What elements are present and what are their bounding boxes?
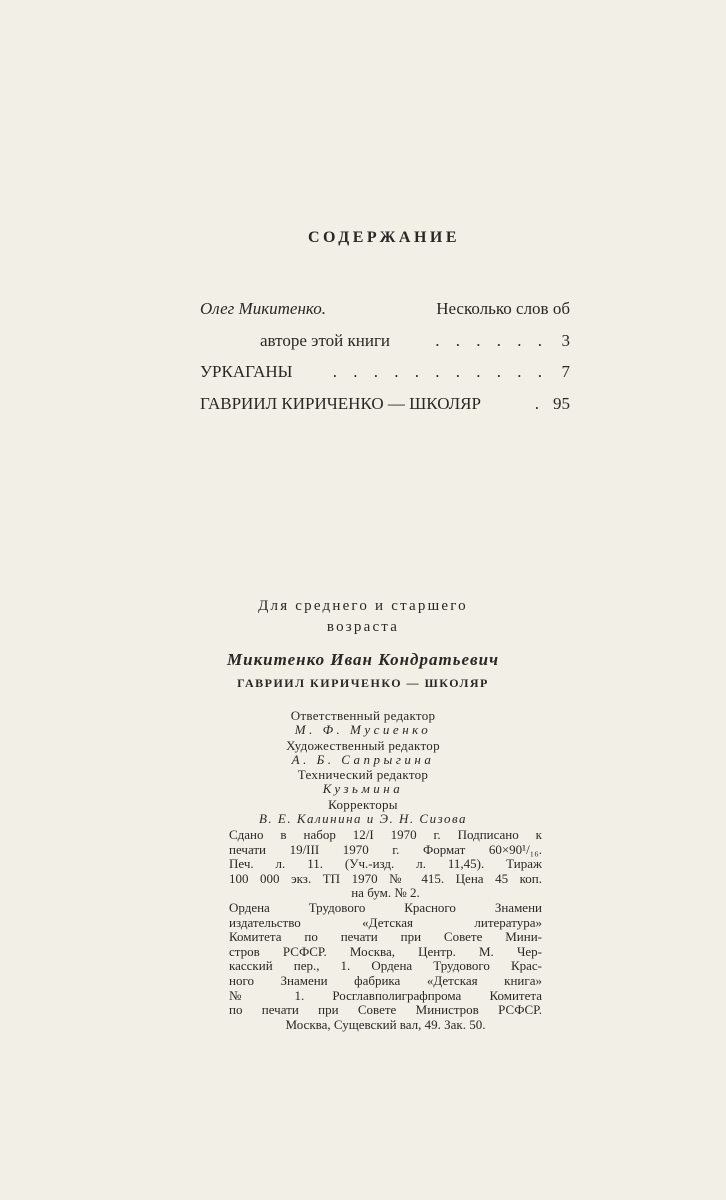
colophon (229, 828, 542, 1032)
colophon-line: 100 000 экз. ТП 1970 № 415. Цена 45 коп. (229, 870, 542, 886)
credit-role: Технический редактор (297, 767, 429, 782)
colophon-line: издательство «Детская литература» (229, 914, 542, 930)
colophon-line: № 1. Росглавполиграфпрома Комитета (229, 987, 542, 1003)
audience-note (0, 596, 726, 638)
credit-tech-editor (0, 768, 726, 796)
toc-leader: . (534, 394, 545, 413)
colophon-line: Сдано в набор 12/I 1970 г. Подписано к (229, 827, 542, 842)
toc-entry-foreword-line2[interactable] (260, 330, 570, 352)
colophon-line: ного Знамени фабрика «Детская книга» (229, 972, 542, 988)
credit-role: Художественный редактор (286, 738, 440, 753)
toc-entry-urkagany[interactable] (200, 361, 570, 383)
colophon-line: Комитета по печати при Совете Мини- (229, 929, 542, 945)
credit-editor (0, 709, 726, 737)
colophon-line: Ордена Трудового Красного Знамени (229, 899, 542, 915)
credit-name: В. Е. Калинина и Э. Н. Сизова (258, 811, 468, 826)
colophon-line: касский пер., 1. Ордена Трудового Крас- (229, 958, 542, 974)
colophon-line: Печ. л. 11. (Уч.-изд. л. 11,45). Тираж (229, 856, 542, 872)
audience-line: возраста (326, 619, 400, 635)
audience-line: Для среднего и старшего (258, 598, 468, 614)
toc-entry-text: УРКАГАНЫ (200, 362, 293, 381)
credit-name: Кузьмина (322, 781, 404, 796)
book-title: ГАВРИИЛ КИРИЧЕНКО — ШКОЛЯР (237, 676, 489, 690)
colophon-line: печати 19/III 1970 г. Формат 60×90¹/₁₆. (229, 841, 542, 857)
toc-entry-gavriil[interactable] (200, 393, 570, 415)
credit-role: Корректоры (328, 797, 398, 812)
toc-page-number: 95 (553, 394, 570, 413)
credit-role: Ответственный редактор (290, 708, 436, 723)
toc-entry-text: авторе этой книги (260, 331, 391, 350)
credit-name: А. Б. Сапрыгина (291, 752, 435, 767)
colophon-line: стров РСФСР. Москва, Центр. М. Чер- (229, 943, 542, 959)
credit-proofreaders (0, 798, 726, 826)
toc-leader: . . . . . . . . . . . (332, 362, 548, 381)
credit-art-editor (0, 739, 726, 767)
toc-entry-foreword-line1 (200, 298, 570, 320)
toc-entry-author: Олег Микитенко. (200, 299, 326, 318)
toc-entry-text: Несколько слов об (436, 299, 570, 318)
toc-page-number: 7 (561, 362, 570, 381)
contents-title: СОДЕРЖАНИЕ (307, 229, 461, 246)
book-author: Микитенко Иван Кондратьевич (227, 650, 499, 669)
credit-name: М. Ф. Мусиенко (294, 722, 432, 737)
toc-leader: . . . . . . (435, 331, 548, 350)
toc-page-number: 3 (561, 331, 570, 350)
colophon-line: на бум. № 2. (351, 885, 420, 901)
colophon-line: Москва, Сущевский вал, 49. Зак. 50. (285, 1016, 486, 1032)
colophon-line: по печати при Совете Министров РСФСР. (229, 1002, 542, 1018)
toc-entry-text: ГАВРИИЛ КИРИЧЕНКО — ШКОЛЯР (200, 394, 481, 413)
